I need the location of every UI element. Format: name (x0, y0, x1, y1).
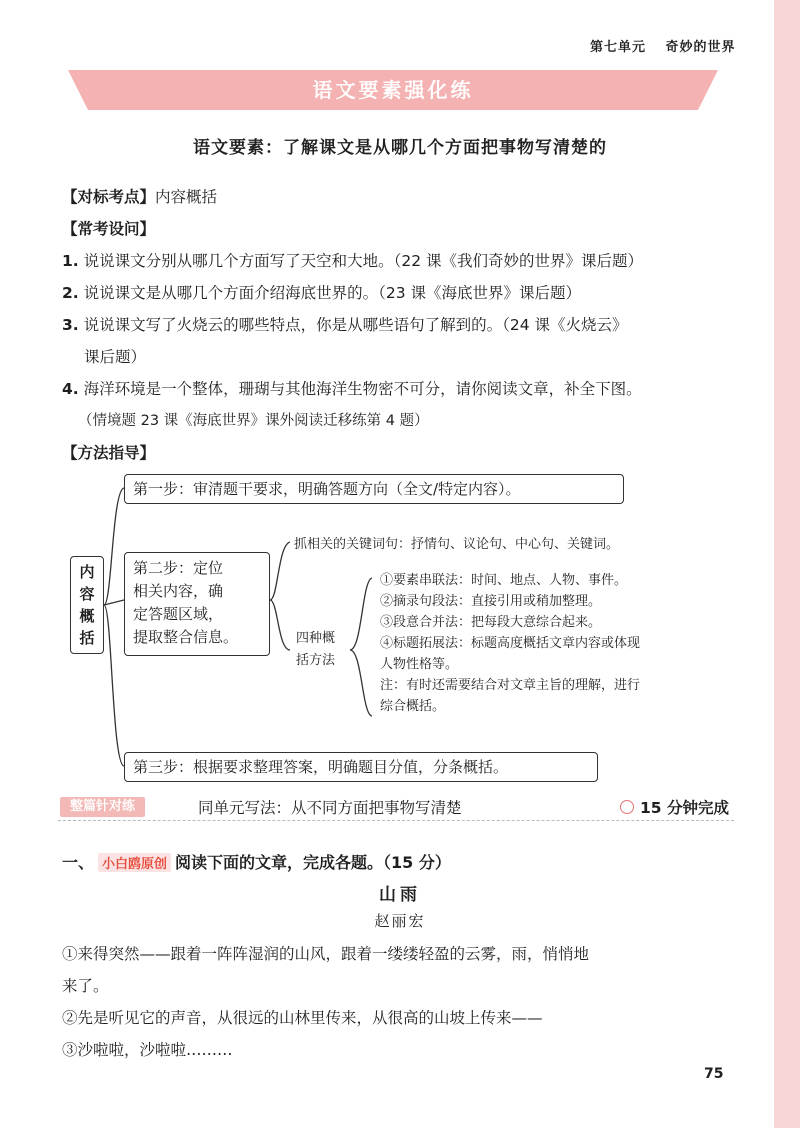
element-title: 语文要素：了解课文是从哪几个方面把事物写清楚的 (193, 138, 607, 158)
method-list (380, 570, 640, 717)
method-item: ④标题拓展法：标题高度概括文章内容或体现 (380, 636, 641, 651)
center-char: 括 (79, 629, 95, 647)
step-2-line: 提取整合信息。 (133, 628, 239, 646)
method-diagram (0, 470, 800, 790)
question-text: 海洋环境是一个整体，珊瑚与其他海洋生物密不可分，请你阅读文章，补全下图。 (83, 380, 642, 398)
essay-line: 来了。 (62, 977, 109, 995)
original-tag: 小白鸥原创 (98, 853, 171, 872)
dashed-divider (58, 820, 734, 821)
branch-keywords: 抓相关的关键词句：抒情句、议论句、中心句、关键词。 (294, 537, 620, 552)
question-text: 说说课文分别从哪几个方面写了天空和大地。（22 课《我们奇妙的世界》课后题） (83, 252, 644, 270)
center-node (70, 556, 104, 654)
section-instruction: 阅读下面的文章，完成各题。（15 分） (175, 853, 451, 872)
question-2 (62, 281, 581, 303)
banner-title: 语文要素强化练 (312, 78, 474, 102)
alarm-clock-icon (620, 800, 634, 814)
unit-theme: 奇妙的世界 (665, 40, 736, 55)
step-3-box: 第三步：根据要求整理答案，明确题目分值，分条概括。 (124, 752, 598, 782)
practice-desc: 同单元写法：从不同方面把事物写清楚 (198, 799, 462, 817)
center-char: 内 (79, 563, 95, 581)
common-label: 【常考设问】 (62, 220, 156, 238)
method-item: ②摘录句段法：直接引用或稍加整理。 (380, 594, 602, 609)
branch-four-methods (296, 628, 335, 672)
essay-line: ②先是听见它的声音，从很远的山林里传来，从很高的山坡上传来—— (62, 1009, 543, 1027)
step-2-line: 第二步：定位 (133, 559, 224, 577)
branch-line: 括方法 (296, 653, 336, 668)
method-item: ③段意合并法：把每段大意综合起来。 (380, 615, 602, 630)
target-value: 内容概括 (155, 188, 218, 206)
center-char: 概 (79, 607, 95, 625)
section-one-heading (62, 850, 451, 873)
method-item: 注：有时还需要结合对文章主旨的理解，进行 (380, 678, 641, 693)
question-number: 3. (62, 316, 79, 334)
unit-header (590, 36, 736, 55)
time-text: 15 分钟完成 (640, 799, 729, 817)
section-prefix: 一、 (62, 853, 95, 872)
question-text: 说说课文写了火烧云的哪些特点，你是从哪些语句了解到的。（24 课《火烧云》 (83, 316, 628, 334)
section-banner (68, 70, 718, 110)
step-2-line: 相关内容，确 (133, 582, 224, 600)
branch-line: 四种概 (296, 631, 336, 646)
page-number: 75 (704, 1066, 724, 1082)
essay-title: 山雨 (379, 885, 421, 905)
essay-line: ③沙啦啦，沙啦啦……… (62, 1041, 233, 1059)
question-4-source: （情境题 23 课《海底世界》课外阅读迁移练第 4 题） (78, 413, 429, 429)
practice-pill: 整篇针对练 (60, 797, 145, 817)
question-1 (62, 249, 643, 271)
question-number: 4. (62, 380, 79, 398)
question-text: 说说课文是从哪几个方面介绍海底世界的。（23 课《海底世界》课后题） (83, 284, 582, 302)
step-2-line: 定答题区域， (133, 605, 224, 623)
essay-author: 赵丽宏 (374, 912, 426, 930)
question-3 (62, 313, 628, 335)
center-char: 容 (79, 585, 95, 603)
question-number: 2. (62, 284, 79, 302)
method-item: 人物性格等。 (380, 657, 459, 672)
target-label: 【对标考点】 (62, 188, 156, 206)
target-line (62, 185, 217, 207)
time-indicator (620, 796, 729, 818)
essay-line: ①来得突然——跟着一阵阵湿润的山风，跟着一缕缕轻盈的云雾，雨，悄悄地 (62, 945, 590, 963)
method-label: 【方法指导】 (62, 444, 156, 462)
step-2-box (124, 552, 270, 656)
step-1-box: 第一步：审清题干要求，明确答题方向（全文/特定内容）。 (124, 474, 624, 504)
unit-number: 第七单元 (590, 40, 647, 55)
method-item: ①要素串联法：时间、地点、人物、事件。 (380, 573, 628, 588)
method-item: 综合概括。 (380, 699, 446, 714)
question-4 (62, 377, 642, 399)
question-3-cont: 课后题） (84, 348, 147, 366)
question-number: 1. (62, 252, 79, 270)
